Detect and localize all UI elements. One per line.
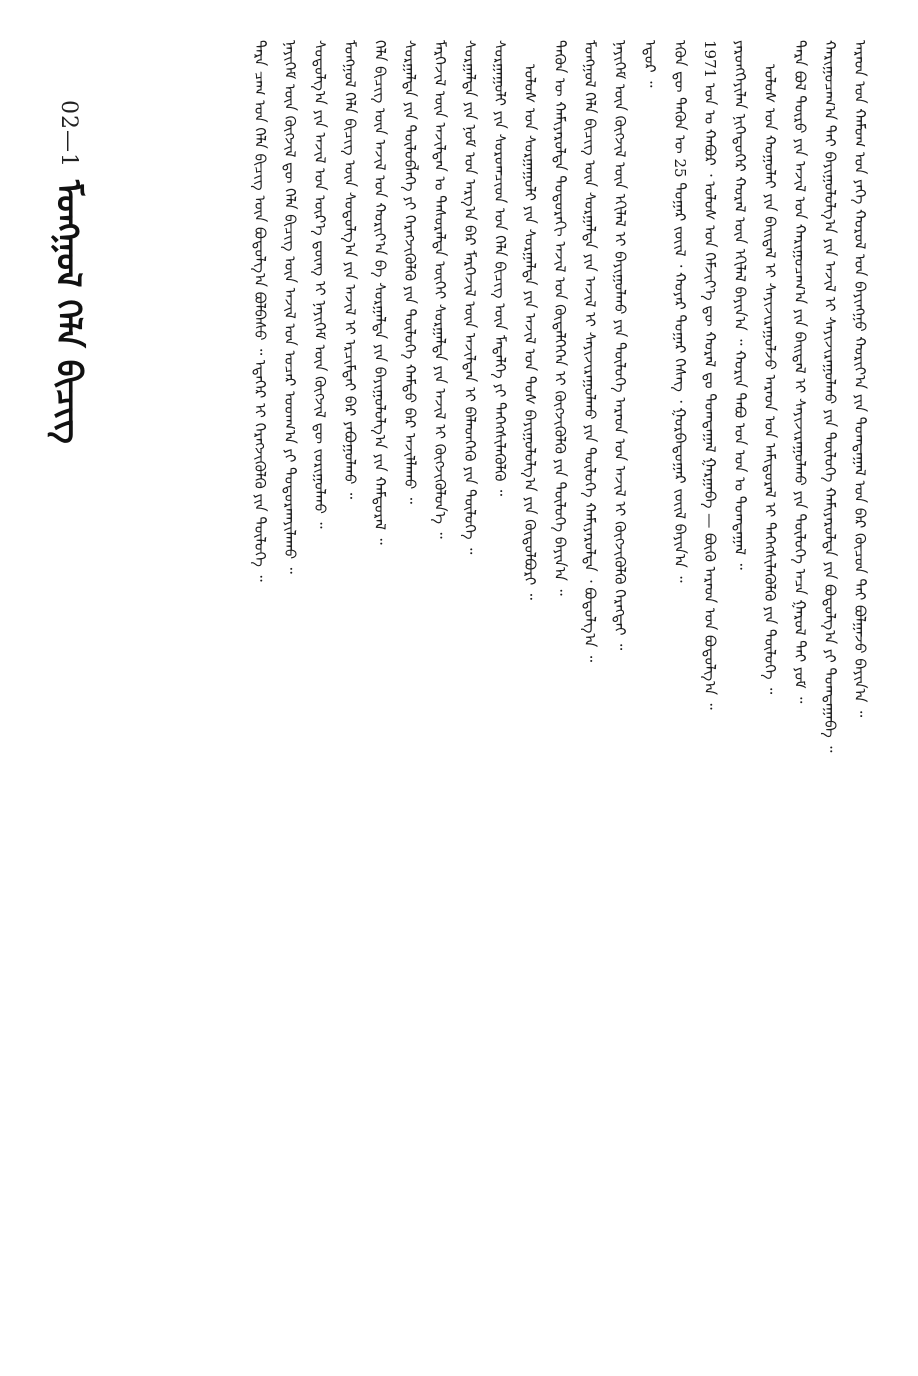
text-column: ᠮᠣᠩᠭᠣᠯ ᠬᠡᠯᠡ ᠪᠢᠴᠢᠭ ᠦᠨ ᠰᠤᠷᠭᠠᠯᠲᠠ ᠶᠢᠨ ᠠᠵᠢᠯ ᠢ ᠰᠠᠶᠢᠵᠢᠷᠠᠭᠤᠯᠬᠤ ᠶᠢᠨ ᠲᠥᠯᠥᠭᠡ ᠬᠠᠮᠢᠶᠠᠷᠤᠯᠲᠠ ᠂ ᠪᠣᠳᠤᠯᠭ᠎ᠠ ᠃ (581, 40, 599, 662)
body-text (115, 40, 875, 1340)
text-column: ᠲᠡᠷᠡ ᠴᠠᠭ ᠤᠨ ᠬᠡᠯᠡ ᠪᠢᠴᠢᠭ ᠦᠨ ᠪᠣᠳᠤᠯᠭ᠎ᠠ ᠪᠣᠯᠪᠠᠰᠤ ᠃ ᠡᠳᠡᠭᠡᠷ ᠢ ᠬᠡᠷᠡᠭᠵᠢᠭᠦᠯᠬᠦ ᠶᠢᠨ ᠲᠥᠯᠥᠭᠡ ᠃ (251, 40, 269, 582)
text-column: ᠲᠡᠭᠦᠨ ᠦ ᠬᠠᠮᠢᠶᠠᠷᠤᠯᠲᠠ ᠳᠣᠲᠣᠷᠠᠬᠢ ᠠᠵᠢᠯ ᠤᠨ ᠬᠥᠳᠡᠯᠭᠡᠭᠡᠨ ᠢ ᠬᠥᠭᠵᠢᠭᠦᠯᠬᠦ ᠶᠢᠨ ᠲᠥᠯᠥᠭᠡ ᠪᠠᠶᠢᠨ᠎ᠠ ᠃ (551, 40, 569, 596)
text-column: ᠡᠳᠦᠷ ᠃ (641, 40, 659, 88)
text-column: ᠰᠤᠳᠤᠯᠭ᠎ᠠ ᠶᠢᠨ ᠠᠵᠢᠯ ᠤᠨ ᠦᠷ᠎ᠡ ᠳ᠋ᠦᠩ ᠢ ᠨᠡᠶᠢᠭᠡᠮ ᠦᠨ ᠬᠥᠭᠵᠢᠯ ᠳᠦ ᠵᠣᠷᠢᠭᠤᠯᠬᠤ ᠃ (311, 40, 329, 529)
text-column: ᠰᠤᠷᠭᠠᠭᠤᠯᠢ ᠶᠢᠨ ᠰᠤᠷᠤᠭᠴᠢᠳ ᠤᠨ ᠬᠡᠯᠡ ᠪᠢᠴᠢᠭ ᠦᠨ ᠮᠡᠳᠡᠯᠭᠡ ᠶᠢ ᠳᠡᠭᠡᠭᠰᠢᠯᠡᠭᠦᠯᠬᠦ ᠃ (491, 40, 509, 497)
text-column: ᠨᠡᠶᠢᠭᠡᠮ ᠦᠨ ᠬᠥᠭᠵᠢᠯ ᠦᠨ ᠡᠬᠢᠯᠡᠯ ᠢ ᠪᠠᠶᠢᠭᠤᠯᠬᠤ ᠶᠢᠨ ᠲᠥᠯᠥᠭᠡ ᠠᠷᠠᠳ ᠤᠨ ᠠᠵᠢᠯ ᠢ ᠬᠥᠭᠵᠢᠭᠦᠯᠬᠦ ᠬᠡᠷᠡᠭᠲᠡᠢ ᠃ (611, 40, 629, 651)
page-number: 02—1 (56, 100, 81, 168)
text-column: ᠶᠡᠷᠦᠩᠬᠡᠶᠢᠯᠡᠨ ᠨᠢᠭᠡᠳᠦᠭᠡᠷ ᠬᠤᠷᠠᠯ ᠦᠨ ᠡᠬᠢᠯᠡᠯ ᠪᠠᠶᠢᠨ᠎ᠠ ᠃ ᠬᠣᠷᠢᠨ ᠲᠠᠪᠤ ᠤᠨ ᠣᠨ ᠤ ᠲᠣᠭᠲᠠᠭᠠᠯ ᠃ (731, 40, 749, 570)
text-column: 1971 ᠣᠨ ᠤ ᠬᠠᠪᠤᠷ ᠂ ᠤᠯᠤᠰ ᠤᠨ ᠬᠡᠮᠵᠢᠶ᠎ᠡ ᠳᠦ ᠬᠤᠷᠠᠯ ᠳᠤ ᠲᠣᠭᠲᠠᠭᠠᠯ ᠭᠠᠷᠭᠠᠪᠠ — ᠪᠦᠬᠦ ᠠᠷᠠᠳ ᠤᠨ ᠪᠣᠳᠤᠯᠭ᠎ᠠ ᠃ (701, 40, 719, 710)
text-column: ᠬᠠᠷᠢᠭᠤᠴᠠᠭ᠎ᠠ ᠲᠠᠢ ᠪᠠᠶᠢᠭᠤᠯᠤᠯᠭ᠎ᠠ ᠶᠢᠨ ᠠᠵᠢᠯ ᠢ ᠰᠠᠶᠢᠵᠢᠷᠠᠭᠤᠯᠬᠤ ᠶᠢᠨ ᠲᠥᠯᠥᠭᠡ ᠬᠠᠮᠢᠶᠠᠷᠤᠯᠲᠠ ᠶᠢᠨ ᠪᠣᠳᠤᠯᠭ᠎ᠠ ᠶᠢ ᠲᠣᠭᠲᠠᠭᠠᠪᠠ ᠃ (821, 40, 839, 753)
text-column: ᠠᠷᠠᠳ ᠤᠨ ᠬᠠᠮᠤᠭ ᠤᠨ ᠶᠡᠭᠡ ᠬᠣᠷᠤᠯ ᠤᠨ ᠪᠠᠶᠢᠩᠭᠤ ᠬᠣᠷᠢᠶ᠎ᠠ ᠶᠢᠨ ᠲᠣᠭᠲᠠᠭᠠᠯ ᠣᠨ ᠪᠠᠷ ᠬᠦᠴᠦᠨ ᠲᠡᠢ ᠪᠣᠯᠭᠠᠵᠤ ᠪᠠᠶᠢᠨ᠎ᠠ ᠃ (851, 40, 869, 718)
text-column: ᠮᠣᠩᠭᠣᠯ ᠬᠡᠯᠡ ᠪᠢᠴᠢᠭ ᠦᠨ ᠰᠤᠳᠤᠯᠭ᠎ᠠ ᠶᠢᠨ ᠠᠵᠢᠯ ᠢ ᠡᠷᠴᠢᠮᠲᠡᠢ ᠪᠡᠷ ᠶᠠᠪᠤᠭᠤᠯᠬᠤ ᠃ (341, 40, 359, 499)
text-column: ᠰᠤᠷᠭᠠᠯᠲᠠ ᠶᠢᠨ ᠨᠣᠮ ᠤᠨ ᠠᠷᠭ᠎ᠠ ᠪᠠᠷ ᠮᠡᠷᠭᠡᠵᠢᠯ ᠦᠨ ᠠᠵᠢᠯᠲᠠᠨ ᠢ ᠪᠡᠯᠡᠳᠬᠡᠬᠦ ᠶᠢᠨ ᠲᠥᠯᠥᠭᠡ ᠃ (461, 40, 479, 555)
text-column: ᠤᠯᠤᠰ ᠤᠨ ᠰᠤᠷᠭᠠᠭᠤᠯᠢ ᠶᠢᠨ ᠰᠤᠷᠭᠠᠯᠲᠠ ᠶᠢᠨ ᠠᠵᠢᠯ ᠤᠨ ᠲᠤᠰ ᠪᠠᠶᠢᠭᠤᠯᠤᠯᠭ᠎ᠠ ᠶᠢᠨ ᠬᠥᠲᠦᠯᠪᠦᠷᠢ ᠃ (521, 64, 539, 600)
running-title: ᠮᠣᠩᠭᠣᠯ ᠬᠡᠯᠡ ᠪᠢᠴᠢᠭ (48, 180, 88, 444)
text-column: ᠮᠡᠷᠭᠡᠵᠢᠯ ᠦᠨ ᠠᠵᠢᠯᠲᠠᠨ ᠤ ᠲᠠᠰᠤᠷᠠᠯᠲᠠ ᠦᠭᠡᠢ ᠰᠤᠷᠭᠠᠯᠲᠠ ᠶᠢᠨ ᠠᠵᠢᠯ ᠢ ᠬᠥᠭᠵᠢᠭᠦᠯᠦᠨ᠎ᠡ ᠃ (431, 40, 449, 539)
text-column: ᠤᠯᠤᠰ ᠤᠨ ᠬᠣᠭᠣᠯᠠᠢ ᠶᠢᠨ ᠪᠠᠢᠳᠠᠯ ᠢ ᠰᠠᠶᠢᠵᠢᠷᠠᠭᠤᠯᠵᠤ ᠠᠷᠠᠳ ᠤᠨ ᠠᠮᠢᠳᠤᠷᠠᠯ ᠢ ᠳᠡᠭᠡᠭᠰᠢᠯᠡᠭᠦᠯᠬᠦ ᠶᠢᠨ ᠲᠥᠯᠥᠭᠡ ᠃ (761, 64, 779, 695)
page-header (20, 60, 90, 1330)
text-column: ᠰᠤᠷᠭᠠᠯᠲᠠ ᠶᠢᠨ ᠲᠥᠯᠥᠪᠯᠡᠭᠡ ᠶᠢ ᠬᠡᠷᠡᠭᠵᠢᠭᠦᠯᠬᠦ ᠶᠢᠨ ᠲᠥᠯᠥᠭᠡ ᠬᠠᠮᠲᠤ ᠪᠠᠷ ᠠᠵᠢᠯᠯᠠᠬᠤ ᠃ (401, 40, 419, 504)
text-column: ᠲᠡᠷᠡ ᠪᠣᠯ ᠲᠥᠷᠦ ᠶᠢᠨ ᠠᠵᠢᠯ ᠤᠨ ᠬᠠᠷᠢᠭᠤᠴᠠᠭ᠎ᠠ ᠶᠢᠨ ᠪᠠᠢᠳᠠᠯ ᠢ ᠰᠠᠶᠢᠵᠢᠷᠠᠭᠤᠯᠬᠤ ᠶᠢᠨ ᠲᠥᠯᠥᠭᠡ ᠠᠴᠠ ᠭᠠᠷᠤᠯ ᠲᠠᠢ ᠶᠤᠮ ᠃ (791, 40, 809, 704)
text-column: ᠡᠭᠦᠨ ᠳᠦ ᠲᠡᠭᠦᠨ ᠦ 25 ᠳᠤᠭᠠᠷ ᠵᠦᠢᠯ ᠂ ᠬᠣᠶᠠᠷ ᠳᠤᠭᠠᠷ ᠬᠡᠰᠡᠭ ᠂ ᠭᠤᠷᠪᠠᠳᠤᠭᠠᠷ ᠵᠦᠢᠯ ᠪᠠᠶᠢᠨ᠎ᠠ ᠃ (671, 40, 689, 583)
text-column: ᠬᠡᠯᠡ ᠪᠢᠴᠢᠭ ᠦᠨ ᠠᠵᠢᠯ ᠤᠨ ᠬᠣᠷᠢᠶ᠎ᠠ ᠪᠠ ᠰᠤᠷᠭᠠᠯᠲᠠ ᠶᠢᠨ ᠪᠠᠶᠢᠭᠤᠯᠤᠯᠭ᠎ᠠ ᠶᠢᠨ ᠬᠠᠮᠲᠤᠷᠠᠯ ᠃ (371, 40, 389, 545)
text-column: ᠨᠡᠶᠢᠭᠡᠮ ᠦᠨ ᠬᠥᠭᠵᠢᠯ ᠳᠦ ᠬᠡᠯᠡ ᠪᠢᠴᠢᠭ ᠦᠨ ᠠᠵᠢᠯ ᠤᠨ ᠤᠴᠠᠷ ᠤᠳᠬ᠎ᠠ ᠶᠢ ᠲᠣᠳᠣᠷᠬᠠᠶᠢᠯᠠᠬᠤ ᠃ (281, 40, 299, 574)
